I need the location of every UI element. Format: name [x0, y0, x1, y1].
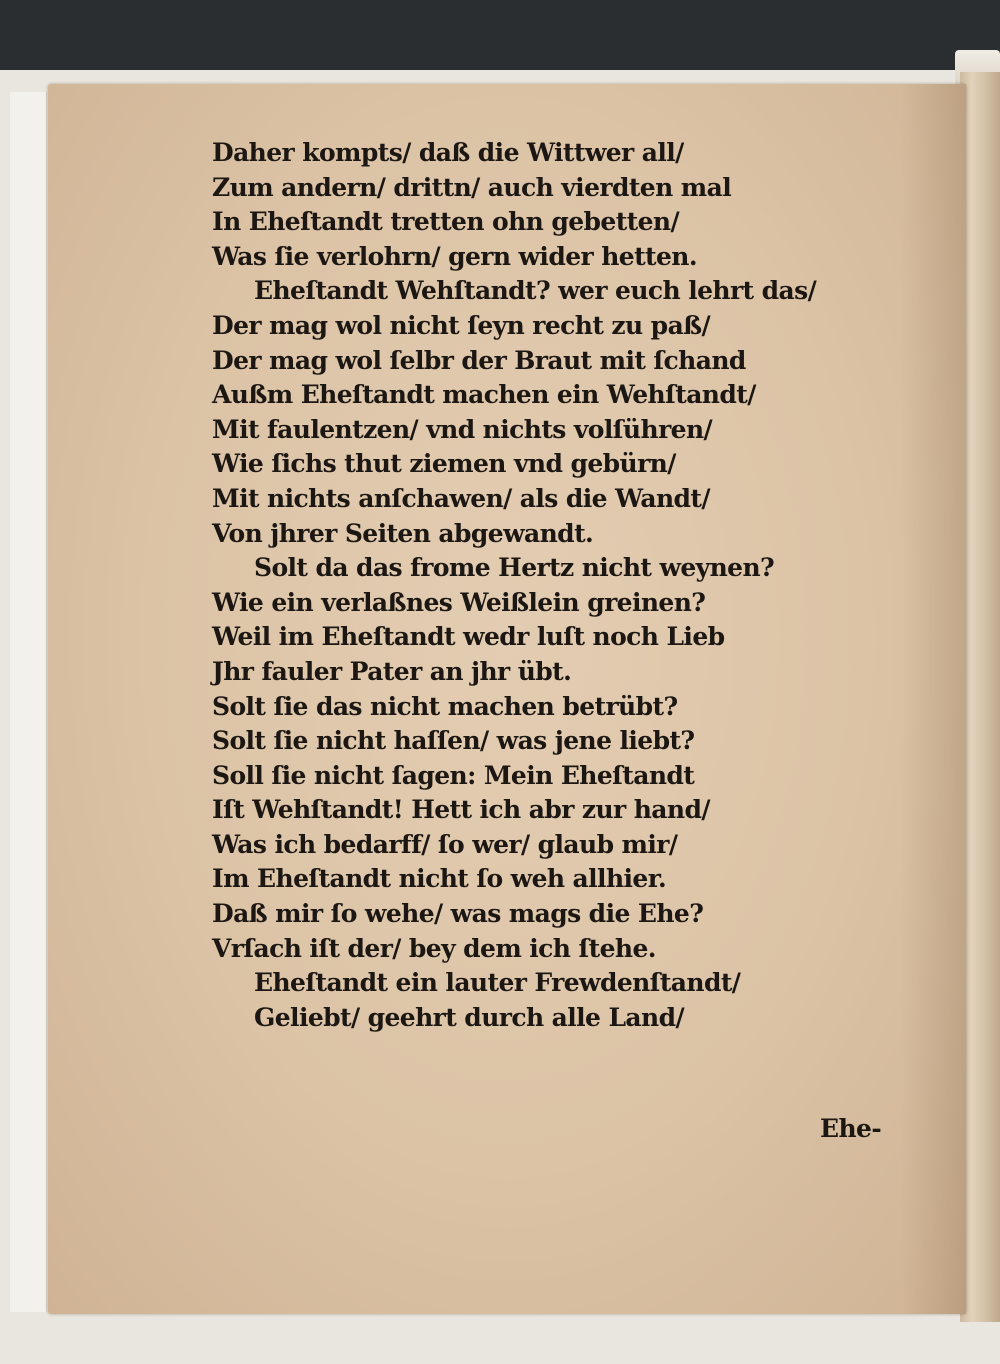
poem-line: Daher kompts/ daß die Wittwer all/ [212, 138, 684, 167]
poem-line: Iſt Wehſtandt! Hett ich abr zur hand/ [212, 795, 710, 825]
poem-line: Soll ſie nicht ſagen: Mein Eheſtandt [212, 760, 695, 790]
poem-line: Mit nichts anſchawen/ als die Wandt/ [212, 483, 710, 513]
poem-line: Was ich bedarff/ ſo wer/ glaub mir/ [212, 829, 678, 859]
poem-line: Wie ſichs thut ziemen vnd gebürn/ [212, 449, 676, 479]
poem-line: Weil im Eheſtandt wedr luſt noch Lieb [212, 622, 725, 652]
poem-line: Eheſtandt ein lauter Frewdenſtandt/ [254, 968, 741, 998]
poem-line: Solt da das frome Hertz nicht weynen? [254, 553, 775, 583]
poem-line: Außm Eheſtandt machen ein Wehſtandt/ [212, 380, 756, 410]
page-gutter-shadow [900, 84, 966, 1314]
poem-line: Eheſtandt Wehſtandt? wer euch lehrt das/ [254, 276, 817, 306]
poem-line: Zum andern/ drittn/ auch vierdten mal [212, 172, 732, 202]
mounting-board-edge [10, 92, 47, 1312]
poem-line: Daß mir ſo wehe/ was mags die Ehe? [212, 899, 704, 929]
book-spine-edge [960, 72, 1000, 1322]
scanner-background [0, 0, 1000, 72]
poem-line: Vrſach iſt der/ bey dem ich ſtehe. [212, 933, 656, 963]
poem-line: Im Eheſtandt nicht ſo weh allhier. [212, 864, 667, 894]
poem-line: Der mag wol nicht ſeyn recht zu paß/ [212, 310, 711, 340]
poem-line: Jhr fauler Pater an jhr übt. [212, 656, 572, 686]
poem-line: In Eheſtandt tretten ohn gebetten/ [212, 207, 680, 237]
poem-line: Geliebt/ geehrt durch alle Land/ [254, 1002, 685, 1032]
catchword: Ehe- [820, 1114, 882, 1143]
poem-line: Mit faulentzen/ vnd nichts volſühren/ [212, 414, 713, 444]
poem-line: Solt ſie nicht haſſen/ was jene liebt? [212, 726, 695, 756]
poem-line: Was ſie verlohrn/ gern wider hetten. [212, 241, 697, 271]
poem-line: Der mag wol ſelbr der Braut mit ſchand [212, 345, 746, 375]
poem-text [212, 136, 832, 1035]
poem-line: Wie ein verlaßnes Weißlein greinen? [212, 587, 706, 617]
poem-line: Von jhrer Seiten abgewandt. [212, 518, 594, 548]
poem-line: Solt ſie das nicht machen betrübt? [212, 691, 678, 721]
